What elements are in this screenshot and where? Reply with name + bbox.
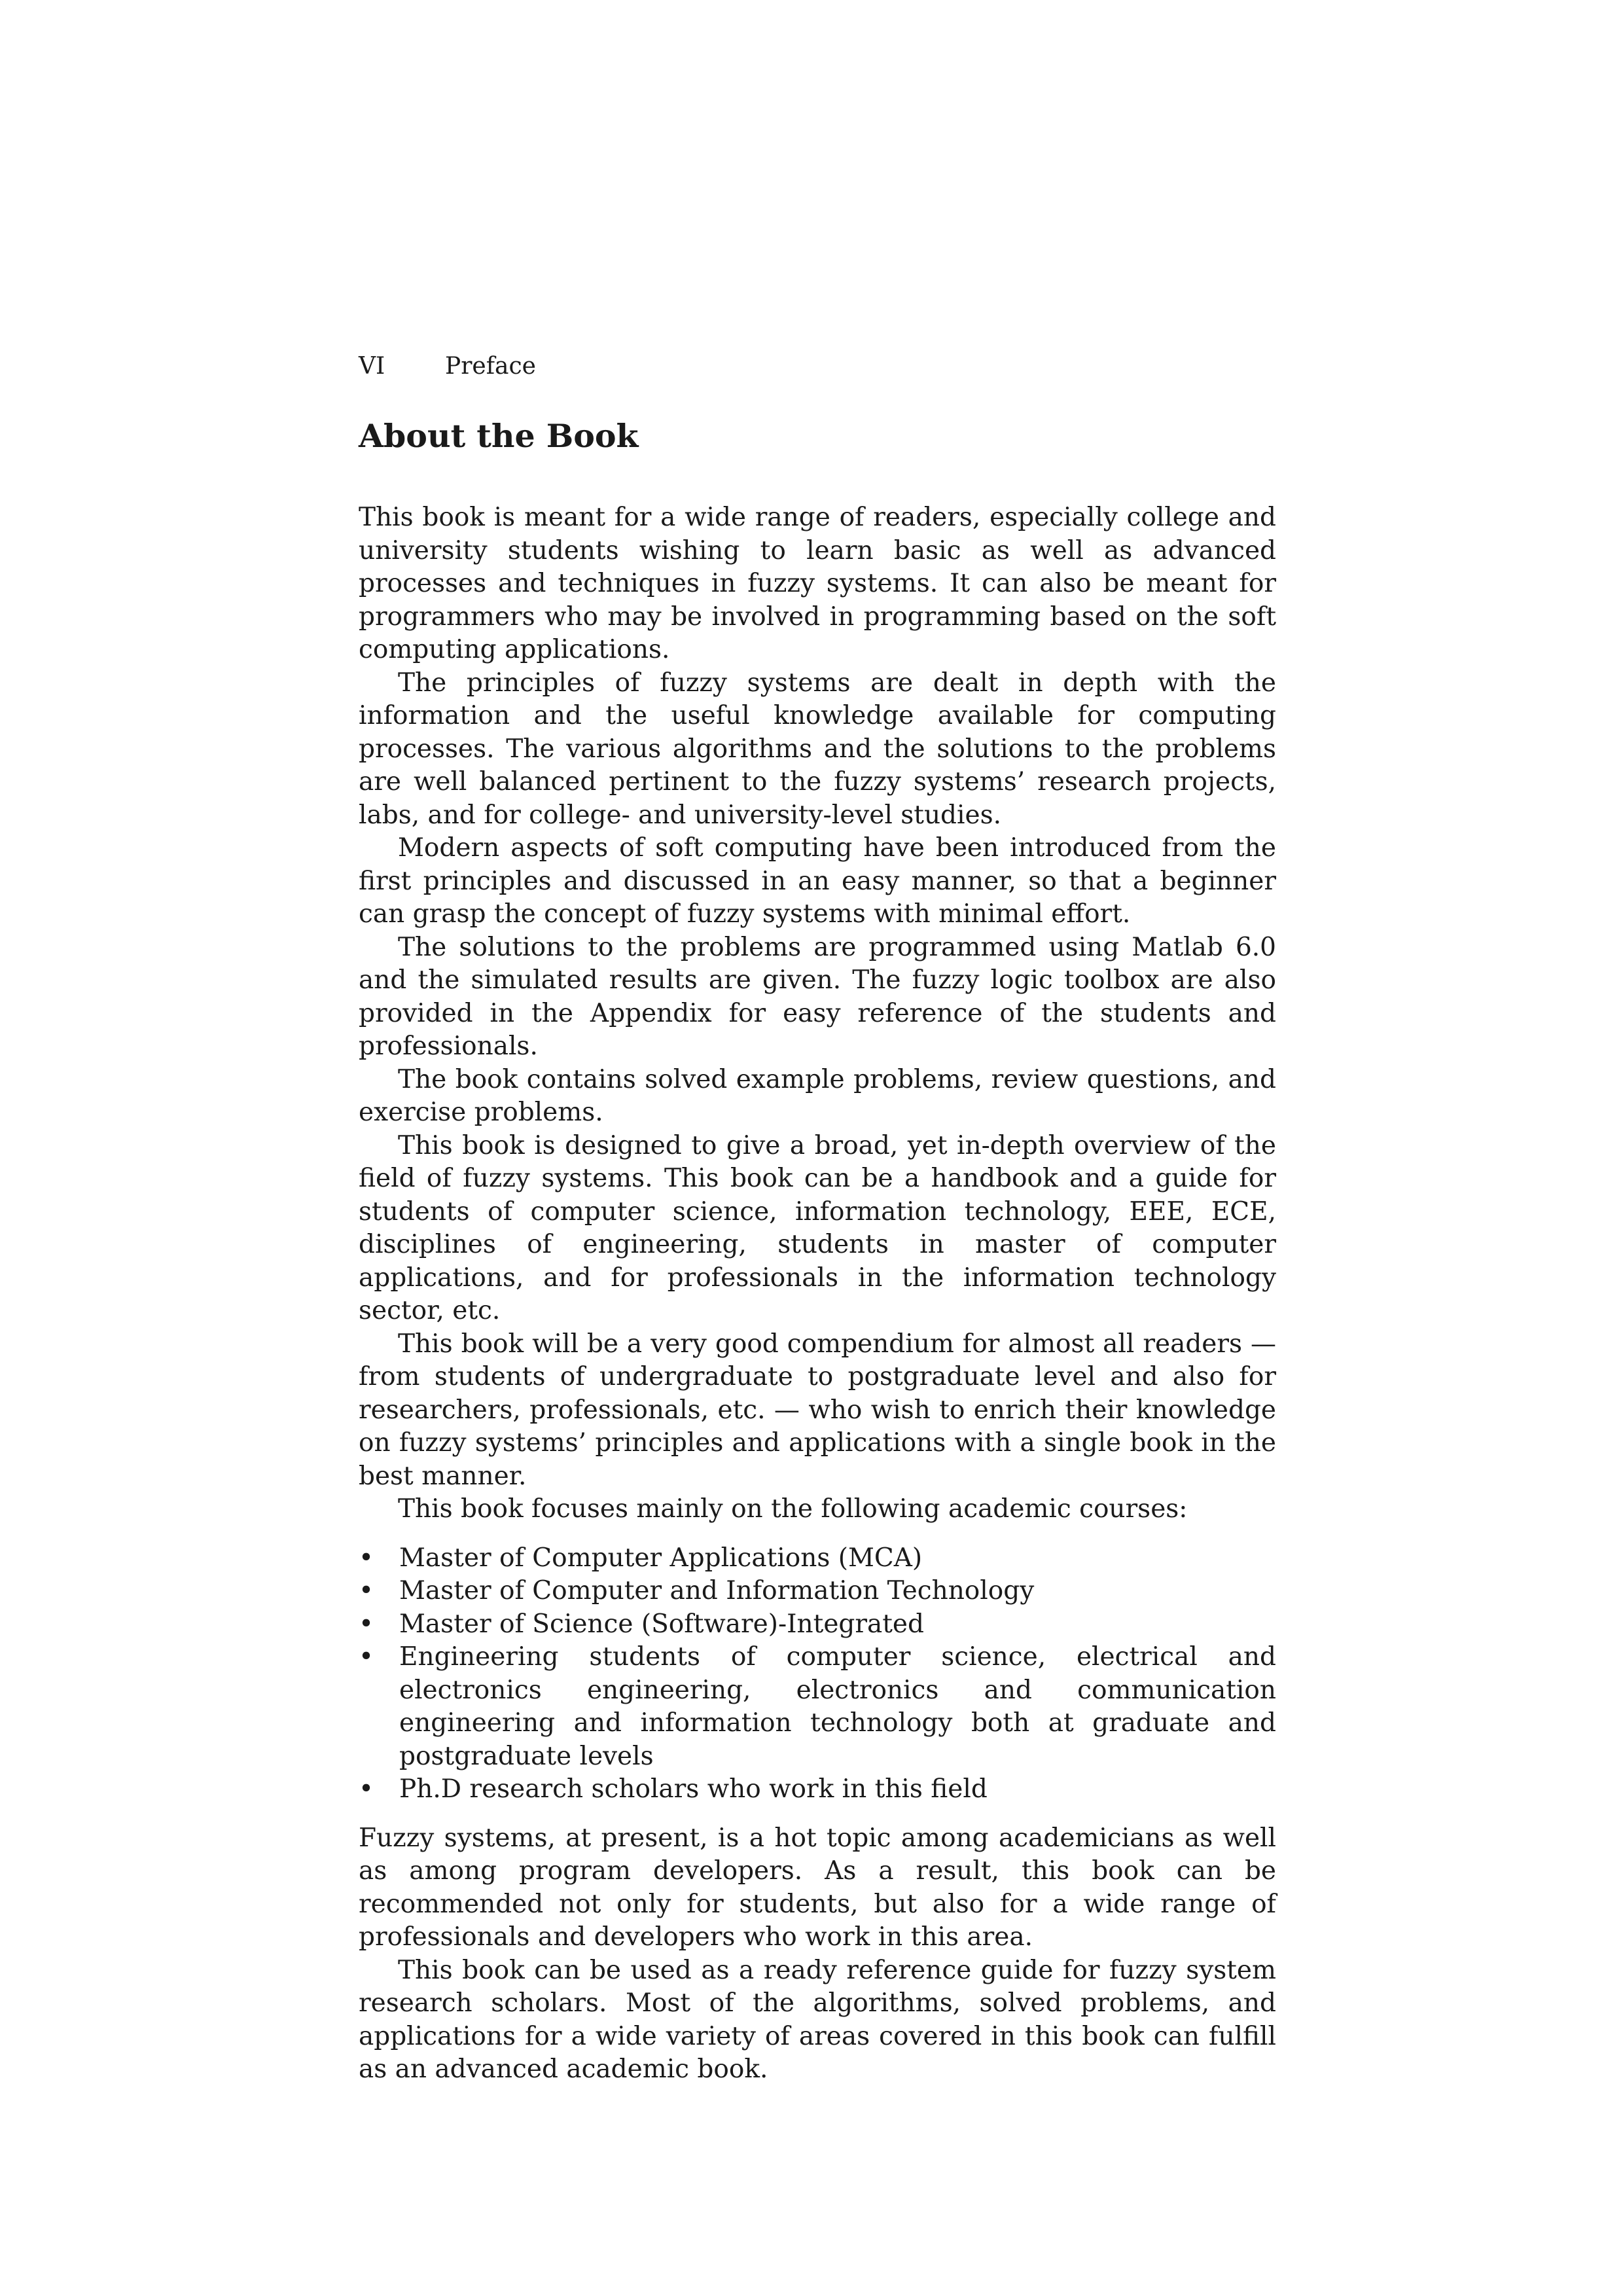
courses-list [359,1542,1276,1806]
bullet-icon: • [359,1576,374,1605]
bullet-icon: • [359,1543,374,1573]
section-title: About the Book [359,417,639,455]
bullet-icon: • [359,1642,374,1672]
list-item [359,1641,1276,1773]
paragraph: The solutions to the problems are programmed using Matlab 6.0 and the simulated results are given. The fuzzy logic toolbox are also provided in the Appendix for easy reference of the students and professionals. [359,932,1276,1061]
list-item-text: Master of Computer and Information Technology [399,1576,1035,1605]
list-item [359,1575,1276,1608]
list-item [359,1608,1276,1641]
section-body [359,501,1276,2087]
book-page [359,347,1276,2087]
list-item-text: Engineering students of computer science, electrical and electronics engineering, electronics and communication engineering and information technology both at graduate and postgraduate levels [399,1642,1276,1771]
paragraph: This book can be used as a ready reference guide for fuzzy system research scholars. Most of the algorithms, solved problems, and applications for a wide variety of areas covered in this book can fulfill as an advanced academic book. [359,1955,1276,2084]
page-number: VI [359,353,385,380]
paragraph: Modern aspects of soft computing have been introduced from the first principles and discussed in an easy manner, so that a beginner can grasp the concept of fuzzy systems with minimal effort. [359,833,1276,929]
list-item-text: Master of Computer Applications (MCA) [399,1543,923,1573]
paragraph: Fuzzy systems, at present, is a hot topic among academicians as well as among program developers. As a result, this book can be recommended not only for students, but also for a wide range of professionals and developers who work in this area. [359,1823,1276,1952]
bullet-icon: • [359,1609,374,1639]
running-title: Preface [445,353,536,380]
running-head [359,347,1276,386]
paragraph: This book is designed to give a broad, yet in-depth overview of the field of fuzzy systems. This book can be a handbook and a guide for students of computer science, information technology, EEE, ECE, disciplines of engineering, students in master of computer applications, and for professionals in the information technology sector, etc. [359,1130,1276,1325]
paragraph: The book contains solved example problems, review questions, and exercise problems. [359,1064,1276,1127]
bullet-icon: • [359,1774,374,1804]
list-item [359,1542,1276,1575]
paragraph: This book will be a very good compendium for almost all readers — from students of undergraduate to postgraduate level and also for researchers, professionals, etc. — who wish to enrich their knowledge on fuzzy systems’ principles and applications with a single book in the best manner. [359,1329,1276,1491]
list-item [359,1773,1276,1806]
paragraph: The principles of fuzzy systems are dealt in depth with the information and the useful knowledge available for computing processes. The various algorithms and the solutions to the problems are well balanced pertinent to the fuzzy systems’ research projects, labs, and for college- and university-level studies. [359,668,1276,830]
list-item-text: Master of Science (Software)-Integrated [399,1609,924,1639]
paragraph: This book focuses mainly on the following academic courses: [398,1494,1188,1524]
paragraph: This book is meant for a wide range of readers, especially college and university students wishing to learn basic as well as advanced processes and techniques in fuzzy systems. It can also be meant for programmers who may be involved in programming based on the soft computing applications. [359,503,1276,664]
list-item-text: Ph.D research scholars who work in this field [399,1774,988,1804]
